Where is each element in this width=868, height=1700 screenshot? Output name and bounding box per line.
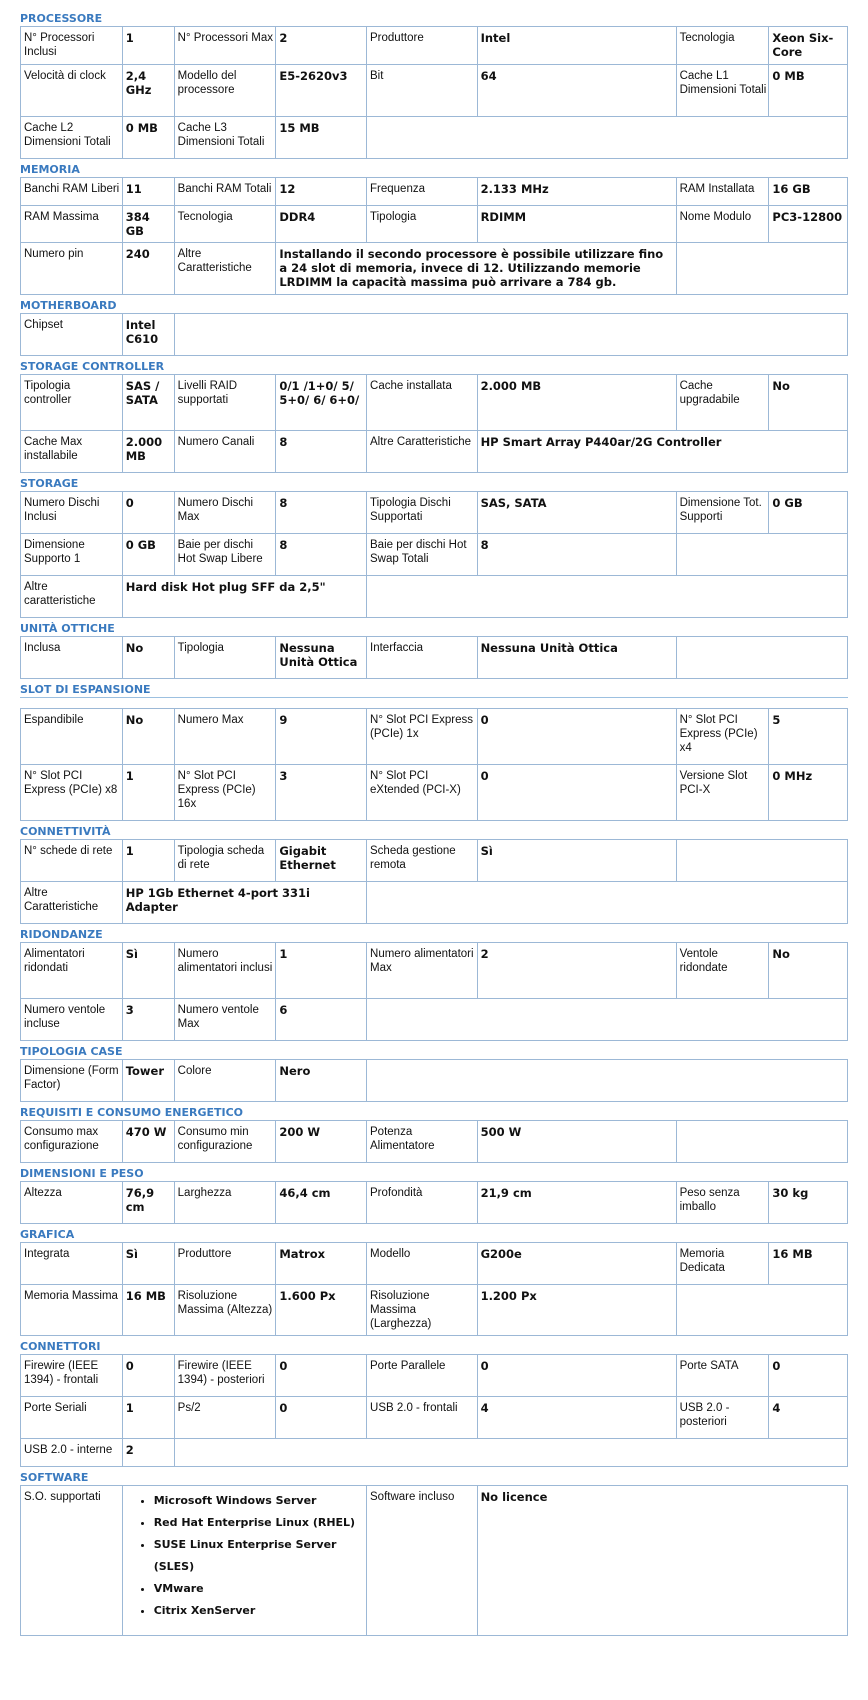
spec-label-tecnologia: Tecnologia [676,27,769,65]
empty-cell [676,243,847,295]
spec-table-storage-controller [20,374,848,473]
spec-label-numero-ventole-max: Numero ventole Max [174,999,276,1041]
spec-label-velocita-di-clock: Velocità di clock [21,65,123,117]
spec-label-interfaccia: Interfaccia [367,637,478,679]
spec-label-versione-slot-pci-x: Versione Slot PCI-X [676,765,769,821]
spec-label-porte-parallele: Porte Parallele [367,1355,478,1397]
spec-value-produttore: Intel [477,27,676,65]
spec-value-tipologia-scheda-di-rete: Gigabit Ethernet [276,840,367,882]
os-list-item: • VMware [154,1578,364,1600]
spec-table-storage [20,491,848,618]
spec-table-unita-ottiche [20,636,848,679]
spec-value-frequenza: 2.133 MHz [477,178,676,206]
spec-label-porte-sata: Porte SATA [676,1355,769,1397]
spec-value-ram-installata: 16 GB [769,178,848,206]
section-title-processore: PROCESSORE [20,12,103,25]
spec-label-firewire-ieee-1394-frontali: Firewire (IEEE 1394) - frontali [21,1355,123,1397]
spec-value-tipologia: Nessuna Unità Ottica [276,637,367,679]
spec-row [21,1285,848,1336]
spec-row [21,178,848,206]
spec-value-tecnologia: Xeon Six-Core [769,27,848,65]
spec-label-numero-alimentatori-inclusi: Numero alimentatori inclusi [174,943,276,999]
section-title-connettori: CONNETTORI [20,1340,101,1353]
spec-value-n-slot-pci-express-pcie-x8: 1 [122,765,174,821]
spec-value-nome-modulo: PC3-12800 [769,206,848,243]
spec-value-cache-installata: 2.000 MB [477,375,676,431]
spec-value-ram-massima: 384 GB [122,206,174,243]
spec-value-n-slot-pci-express-pcie-1x: 0 [477,709,676,765]
spec-value-memoria-dedicata: 16 MB [769,1243,848,1285]
spec-label-larghezza: Larghezza [174,1182,276,1224]
spec-value-usb-2-0-interne: 2 [122,1439,174,1467]
spec-row [21,375,848,431]
empty-cell [174,314,847,356]
spec-value-baie-per-dischi-hot-swap-libere: 8 [276,534,367,576]
spec-label-numero-dischi-max: Numero Dischi Max [174,492,276,534]
spec-label-risoluzione-massima-altezza: Risoluzione Massima (Altezza) [174,1285,276,1336]
spec-label-scheda-gestione-remota: Scheda gestione remota [367,840,478,882]
spec-value-firewire-ieee-1394-posteriori: 0 [276,1355,367,1397]
spec-value-bit: 64 [477,65,676,117]
spec-value-banchi-ram-totali: 12 [276,178,367,206]
os-list [122,1486,366,1636]
spec-label-consumo-max-configurazione: Consumo max configurazione [21,1121,123,1163]
spec-label-numero-ventole-incluse: Numero ventole incluse [21,999,123,1041]
os-list-item: • Microsoft Windows Server [154,1490,364,1512]
spec-value-dimensione-tot-supporti: 0 GB [769,492,848,534]
spec-value-altezza: 76,9 cm [122,1182,174,1224]
spec-value-cache-upgradabile: No [769,375,848,431]
spec-label-tipologia: Tipologia [367,206,478,243]
spec-value-numero-pin: 240 [122,243,174,295]
spec-value-altre-caratteristiche: HP Smart Array P440ar/2G Controller [477,431,847,473]
spec-label-cache-l2-dimensioni-totali: Cache L2 Dimensioni Totali [21,117,123,159]
empty-cell [367,576,848,618]
spec-value-memoria-massima: 16 MB [122,1285,174,1336]
spec-label-cache-l1-dimensioni-totali: Cache L1 Dimensioni Totali [676,65,769,117]
empty-cell [676,1121,847,1163]
spec-label-numero-pin: Numero pin [21,243,123,295]
spec-label-risoluzione-massima-larghezza: Risoluzione Massima (Larghezza) [367,1285,478,1336]
spec-label-n-slot-pci-express-pcie-1x: N° Slot PCI Express (PCIe) 1x [367,709,478,765]
spec-label-numero-max: Numero Max [174,709,276,765]
spec-value-alimentatori-ridondati: Sì [122,943,174,999]
spec-value-numero-dischi-max: 8 [276,492,367,534]
spec-row [21,243,848,295]
spec-label-potenza-alimentatore: Potenza Alimentatore [367,1121,478,1163]
spec-value-numero-canali: 8 [276,431,367,473]
spec-value-n-slot-pci-express-pcie-x4: 5 [769,709,848,765]
empty-cell [367,117,848,159]
spec-value-cache-max-installabile: 2.000 MB [122,431,174,473]
spec-value-n-slot-pci-express-pcie-16x: 3 [276,765,367,821]
spec-value-profondita: 21,9 cm [477,1182,676,1224]
spec-row [21,1486,848,1636]
spec-label-software-incluso: Software incluso [367,1486,478,1636]
spec-label-numero-dischi-inclusi: Numero Dischi Inclusi [21,492,123,534]
os-list-item: • SUSE Linux Enterprise Server (SLES) [154,1534,364,1578]
spec-label-produttore: Produttore [367,27,478,65]
spec-value-integrata: Sì [122,1243,174,1285]
spec-value-firewire-ieee-1394-frontali: 0 [122,1355,174,1397]
spec-label-n-schede-di-rete: N° schede di rete [21,840,123,882]
spec-label-cache-l3-dimensioni-totali: Cache L3 Dimensioni Totali [174,117,276,159]
spec-row [21,1439,848,1467]
spec-value-dimensione-supporto-1: 0 GB [122,534,174,576]
spec-label-dimensione-form-factor: Dimensione (Form Factor) [21,1060,123,1102]
spec-label-espandibile: Espandibile [21,709,123,765]
spec-value-produttore: Matrox [276,1243,367,1285]
spec-label-baie-per-dischi-hot-swap-totali: Baie per dischi Hot Swap Totali [367,534,478,576]
spec-value-risoluzione-massima-larghezza: 1.200 Px [477,1285,676,1336]
spec-label-frequenza: Frequenza [367,178,478,206]
spec-value-baie-per-dischi-hot-swap-totali: 8 [477,534,676,576]
spec-row [21,314,848,356]
spec-label-numero-alimentatori-max: Numero alimentatori Max [367,943,478,999]
spec-value-peso-senza-imballo: 30 kg [769,1182,848,1224]
spec-label-modello-del-processore: Modello del processore [174,65,276,117]
spec-table-slot [20,708,848,821]
spec-label-nome-modulo: Nome Modulo [676,206,769,243]
spec-value-ventole-ridondate: No [769,943,848,999]
spec-table-connettori [20,1354,848,1467]
spec-label-cache-max-installabile: Cache Max installabile [21,431,123,473]
spec-value-dimensione-form-factor: Tower [122,1060,174,1102]
spec-value-porte-parallele: 0 [477,1355,676,1397]
spec-value-tipologia-controller: SAS / SATA [122,375,174,431]
spec-value-cache-l3-dimensioni-totali: 15 MB [276,117,367,159]
spec-value-n-processori-inclusi: 1 [122,27,174,65]
section-title-unita-ottiche: UNITÀ OTTICHE [20,622,115,635]
spec-table-case [20,1059,848,1102]
spec-label-usb-2-0-interne: USB 2.0 - interne [21,1439,123,1467]
spec-label-dimensione-supporto-1: Dimensione Supporto 1 [21,534,123,576]
spec-table-memoria [20,177,848,295]
spec-value-modello: G200e [477,1243,676,1285]
spec-value-software-incluso: No licence [477,1486,847,1636]
spec-value-velocita-di-clock: 2,4 GHz [122,65,174,117]
section-title-motherboard: MOTHERBOARD [20,299,117,312]
spec-label-n-slot-pci-express-pcie-x8: N° Slot PCI Express (PCIe) x8 [21,765,123,821]
spec-value-tipologia-dischi-supportati: SAS, SATA [477,492,676,534]
spec-label-altezza: Altezza [21,1182,123,1224]
spec-row [21,709,848,765]
empty-cell [676,637,847,679]
spec-value-colore: Nero [276,1060,367,1102]
spec-value-numero-alimentatori-inclusi: 1 [276,943,367,999]
spec-value-inclusa: No [122,637,174,679]
spec-value-tecnologia: DDR4 [276,206,367,243]
spec-row [21,943,848,999]
spec-value-altre-caratteristiche: Hard disk Hot plug SFF da 2,5" [122,576,366,618]
spec-value-numero-max: 9 [276,709,367,765]
spec-label-firewire-ieee-1394-posteriori: Firewire (IEEE 1394) - posteriori [174,1355,276,1397]
spec-label-n-slot-pci-extended-pci-x: N° Slot PCI eXtended (PCI-X) [367,765,478,821]
spec-table-grafica [20,1242,848,1336]
spec-table-processore [20,26,848,159]
spec-value-interfaccia: Nessuna Unità Ottica [477,637,676,679]
spec-row [21,1060,848,1102]
spec-row [21,65,848,117]
spec-value-consumo-max-configurazione: 470 W [122,1121,174,1163]
spec-label-colore: Colore [174,1060,276,1102]
spec-label-n-slot-pci-express-pcie-16x: N° Slot PCI Express (PCIe) 16x [174,765,276,821]
spec-value-tipologia: RDIMM [477,206,676,243]
spec-value-larghezza: 46,4 cm [276,1182,367,1224]
spec-value-n-slot-pci-extended-pci-x: 0 [477,765,676,821]
spec-value-numero-ventole-max: 6 [276,999,367,1041]
spec-row [21,1355,848,1397]
spec-row [21,999,848,1041]
spec-label-tipologia-controller: Tipologia controller [21,375,123,431]
section-title-ridondanze: RIDONDANZE [20,928,103,941]
spec-row [21,206,848,243]
spec-label-memoria-dedicata: Memoria Dedicata [676,1243,769,1285]
spec-label-porte-seriali: Porte Seriali [21,1397,123,1439]
spec-label-produttore: Produttore [174,1243,276,1285]
spec-row [21,1397,848,1439]
spec-value-altre-caratteristiche: HP 1Gb Ethernet 4-port 331i Adapter [122,882,366,924]
spec-row [21,637,848,679]
spec-label-tipologia-scheda-di-rete: Tipologia scheda di rete [174,840,276,882]
spec-label-n-processori-inclusi: N° Processori Inclusi [21,27,123,65]
spec-label-tipologia: Tipologia [174,637,276,679]
section-title-storage: STORAGE [20,477,79,490]
spec-value-n-schede-di-rete: 1 [122,840,174,882]
section-title-connettivita: CONNETTIVITÀ [20,825,111,838]
spec-label-tecnologia: Tecnologia [174,206,276,243]
empty-cell [676,1285,847,1336]
spec-row [21,882,848,924]
spec-value-modello-del-processore: E5-2620v3 [276,65,367,117]
spec-value-chipset: Intel C610 [122,314,174,356]
spec-value-livelli-raid-supportati: 0/1 /1+0/ 5/ 5+0/ 6/ 6+0/ [276,375,367,431]
spec-value-risoluzione-massima-altezza: 1.600 Px [276,1285,367,1336]
spec-value-n-processori-max: 2 [276,27,367,65]
spec-value-espandibile: No [122,709,174,765]
spec-value-usb-2-0-frontali: 4 [477,1397,676,1439]
spec-value-banchi-ram-liberi: 11 [122,178,174,206]
section-title-grafica: GRAFICA [20,1228,75,1241]
spec-label-bit: Bit [367,65,478,117]
spec-table-software [20,1485,848,1636]
spec-label-modello: Modello [367,1243,478,1285]
spec-row [21,576,848,618]
section-divider [20,697,848,698]
spec-value-ps-2: 0 [276,1397,367,1439]
spec-value-scheda-gestione-remota: Sì [477,840,676,882]
section-title-slot: SLOT DI ESPANSIONE [20,683,151,696]
spec-value-potenza-alimentatore: 500 W [477,1121,676,1163]
spec-label-altre-caratteristiche: Altre Caratteristiche [367,431,478,473]
spec-value-numero-dischi-inclusi: 0 [122,492,174,534]
section-title-dimensioni: DIMENSIONI E PESO [20,1167,144,1180]
spec-label-memoria-massima: Memoria Massima [21,1285,123,1336]
empty-cell [676,534,847,576]
spec-row [21,534,848,576]
spec-label-n-processori-max: N° Processori Max [174,27,276,65]
spec-row [21,765,848,821]
os-list-item: • Citrix XenServer [154,1600,364,1622]
spec-value-cache-l2-dimensioni-totali: 0 MB [122,117,174,159]
spec-label-cache-installata: Cache installata [367,375,478,431]
spec-row [21,1121,848,1163]
spec-label-altre-caratteristiche: Altre Caratteristiche [21,882,123,924]
spec-value-versione-slot-pci-x: 0 MHz [769,765,848,821]
spec-label-ventole-ridondate: Ventole ridondate [676,943,769,999]
spec-label-alimentatori-ridondati: Alimentatori ridondati [21,943,123,999]
spec-label-usb-2-0-frontali: USB 2.0 - frontali [367,1397,478,1439]
empty-cell [367,882,848,924]
spec-label-ram-massima: RAM Massima [21,206,123,243]
section-title-energia: REQUISITI E CONSUMO ENERGETICO [20,1106,244,1119]
section-title-case: TIPOLOGIA CASE [20,1045,123,1058]
spec-label-chipset: Chipset [21,314,123,356]
spec-label-peso-senza-imballo: Peso senza imballo [676,1182,769,1224]
spec-table-connettivita [20,839,848,924]
empty-cell [367,1060,848,1102]
spec-label-profondita: Profondità [367,1182,478,1224]
spec-table-energia [20,1120,848,1163]
spec-value-consumo-min-configurazione: 200 W [276,1121,367,1163]
spec-value-altre-caratteristiche: Installando il secondo processore è possibile utilizzare fino a 24 slot di memoria, invece di 12. Utilizzando memorie LRDIMM la capacità massima può arrivare a 784 gb. [276,243,676,295]
spec-value-numero-alimentatori-max: 2 [477,943,676,999]
spec-label-numero-canali: Numero Canali [174,431,276,473]
spec-row [21,27,848,65]
spec-label-banchi-ram-liberi: Banchi RAM Liberi [21,178,123,206]
spec-label-altre-caratteristiche: Altre Caratteristiche [174,243,276,295]
spec-label-so-supportati: S.O. supportati [21,1486,123,1636]
spec-row [21,431,848,473]
spec-table-ridondanze [20,942,848,1041]
spec-label-usb-2-0-posteriori: USB 2.0 - posteriori [676,1397,769,1439]
spec-label-livelli-raid-supportati: Livelli RAID supportati [174,375,276,431]
spec-row [21,840,848,882]
spec-value-cache-l1-dimensioni-totali: 0 MB [769,65,848,117]
section-title-memoria: MEMORIA [20,163,80,176]
spec-label-tipologia-dischi-supportati: Tipologia Dischi Supportati [367,492,478,534]
spec-table-dimensioni [20,1181,848,1224]
spec-table-motherboard [20,313,848,356]
spec-label-n-slot-pci-express-pcie-x4: N° Slot PCI Express (PCIe) x4 [676,709,769,765]
section-title-software: SOFTWARE [20,1471,89,1484]
spec-label-ram-installata: RAM Installata [676,178,769,206]
empty-cell [367,999,848,1041]
spec-row [21,1243,848,1285]
spec-label-ps-2: Ps/2 [174,1397,276,1439]
spec-value-porte-seriali: 1 [122,1397,174,1439]
spec-value-usb-2-0-posteriori: 4 [769,1397,848,1439]
spec-label-dimensione-tot-supporti: Dimensione Tot. Supporti [676,492,769,534]
spec-row [21,117,848,159]
spec-label-consumo-min-configurazione: Consumo min configurazione [174,1121,276,1163]
empty-cell [174,1439,847,1467]
spec-row [21,1182,848,1224]
empty-cell [676,840,847,882]
spec-label-baie-per-dischi-hot-swap-libere: Baie per dischi Hot Swap Libere [174,534,276,576]
spec-value-numero-ventole-incluse: 3 [122,999,174,1041]
os-list-item: • Red Hat Enterprise Linux (RHEL) [154,1512,364,1534]
spec-label-banchi-ram-totali: Banchi RAM Totali [174,178,276,206]
spec-label-inclusa: Inclusa [21,637,123,679]
spec-label-cache-upgradabile: Cache upgradabile [676,375,769,431]
spec-row [21,492,848,534]
section-title-storage-controller: STORAGE CONTROLLER [20,360,165,373]
spec-label-integrata: Integrata [21,1243,123,1285]
spec-value-porte-sata: 0 [769,1355,848,1397]
spec-label-altre-caratteristiche: Altre caratteristiche [21,576,123,618]
